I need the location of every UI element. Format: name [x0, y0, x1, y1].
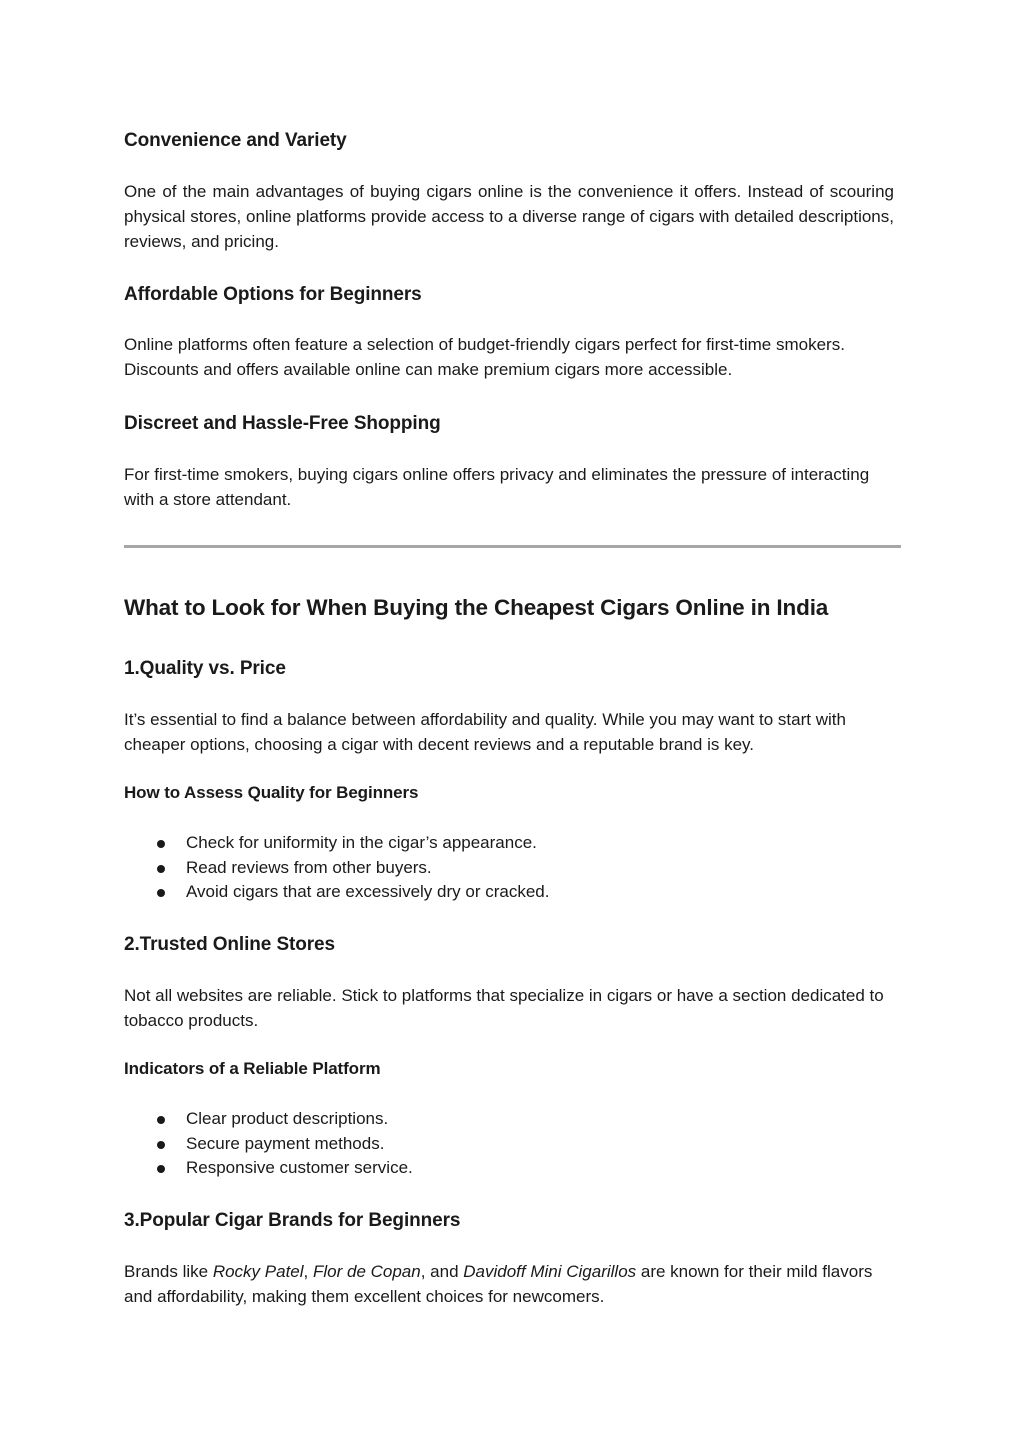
heading-affordable-options: Affordable Options for Beginners: [124, 284, 422, 305]
platform-bullet-list: [124, 1107, 413, 1181]
paragraph-affordable: Online platforms often feature a selection of budget-friendly cigars perfect for first-time smokers. Discounts and offers available online can make premium cigars more accessible.: [124, 335, 845, 379]
brand-flor-de-copan: Flor de Copan: [312, 1262, 421, 1281]
brand-rocky-patel: Rocky Patel: [212, 1262, 304, 1281]
paragraph-quality: It’s essential to find a balance between affordability and quality. While you may want to start with cheaper options, choosing a cigar with decent reviews and a reputable brand is key.: [124, 710, 846, 754]
heading-quality-vs-price: 1.Quality vs. Price: [124, 658, 286, 679]
heading-popular-brands: 3.Popular Cigar Brands for Beginners: [124, 1210, 461, 1231]
heading-discreet-shopping: Discreet and Hassle-Free Shopping: [124, 413, 441, 434]
list-item: Read reviews from other buyers.: [124, 856, 549, 881]
list-item: Secure payment methods.: [124, 1132, 413, 1157]
bullet-icon: [157, 1165, 165, 1173]
list-item: Avoid cigars that are excessively dry or cracked.: [124, 880, 549, 905]
bullet-icon: [157, 865, 165, 873]
heading-convenience-and-variety: Convenience and Variety: [124, 130, 347, 151]
horizontal-divider: [124, 545, 901, 548]
heading-trusted-stores: 2.Trusted Online Stores: [124, 934, 335, 955]
bullet-icon: [157, 889, 165, 897]
brand-davidoff: Davidoff Mini Cigarillos: [463, 1262, 637, 1281]
paragraph-discreet: For first-time smokers, buying cigars online offers privacy and eliminates the pressure of interacting with a store attendant.: [124, 465, 870, 509]
main-title: What to Look for When Buying the Cheapest Cigars Online in India: [124, 595, 829, 620]
list-item: Responsive customer service.: [124, 1156, 413, 1181]
paragraph-convenience: One of the main advantages of buying cigars online is the convenience it offers. Instead of scouring physical stores, online platforms provide access to a diverse range of cigars with detailed descriptions, reviews, and pricing.: [124, 182, 894, 251]
bullet-icon: [157, 840, 165, 848]
list-item: Clear product descriptions.: [124, 1107, 413, 1132]
paragraph-popular-brands: Brands like Rocky Patel, Flor de Copan, and Davidoff Mini Cigarillos are known for their mild flavors and affordability, making them excellent choices for newcomers.: [124, 1262, 873, 1306]
list-item: Check for uniformity in the cigar’s appearance.: [124, 831, 549, 856]
quality-bullet-list: [124, 831, 549, 905]
subheading-reliable-platform: Indicators of a Reliable Platform: [124, 1059, 381, 1078]
bullet-icon: [157, 1116, 165, 1124]
subheading-assess-quality: How to Assess Quality for Beginners: [124, 783, 419, 802]
bullet-icon: [157, 1141, 165, 1149]
paragraph-trusted-stores: Not all websites are reliable. Stick to platforms that specialize in cigars or have a section dedicated to tobacco products.: [124, 986, 884, 1030]
